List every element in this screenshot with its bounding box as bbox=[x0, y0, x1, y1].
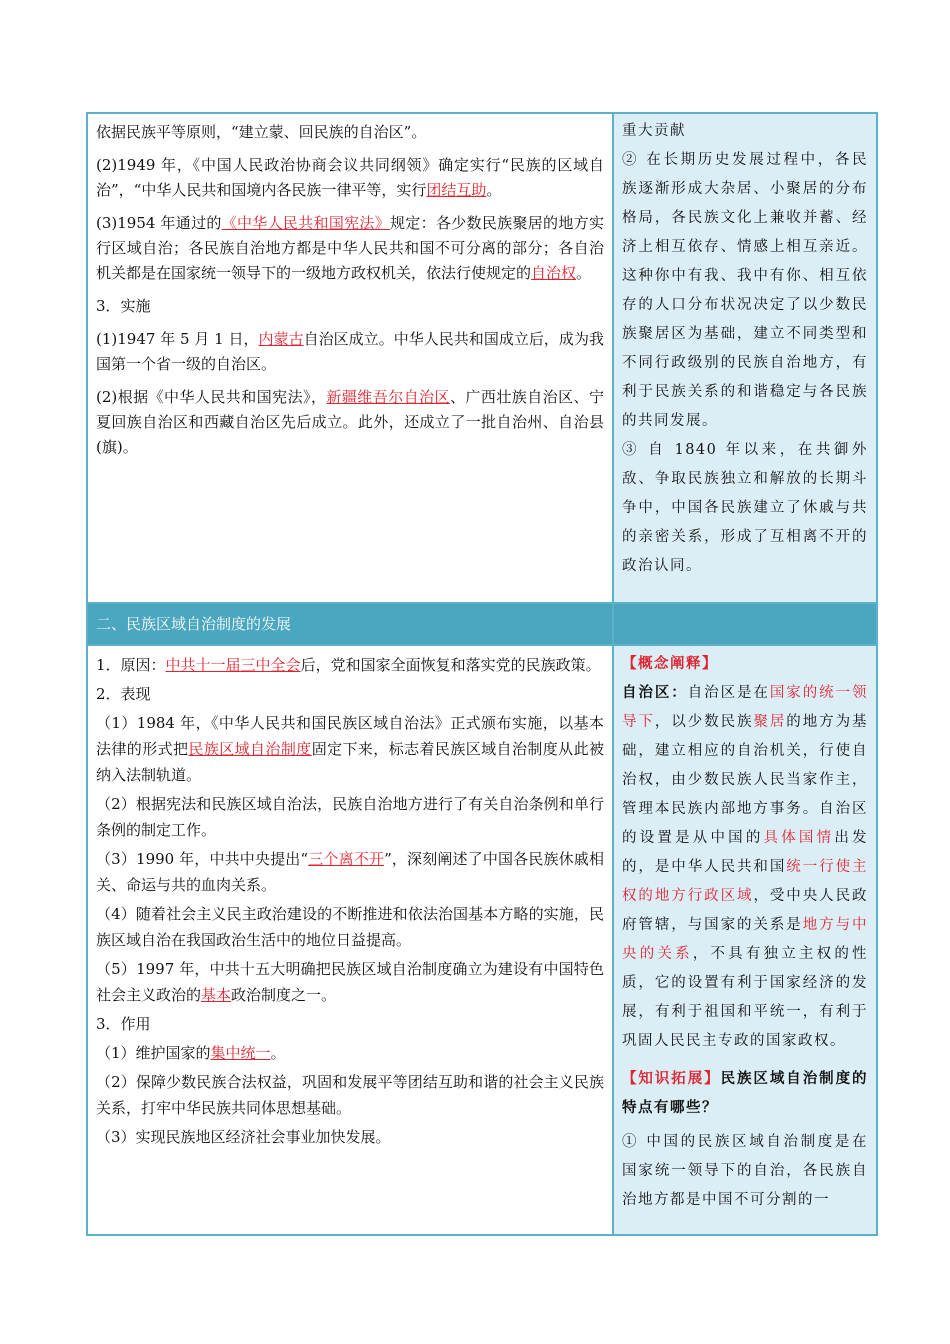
text: ”，深刻阐述了中国各民族休戚相关、命运与共的血肉关系。 bbox=[96, 850, 604, 894]
paragraph-regions bbox=[96, 385, 604, 460]
paragraph-1949 bbox=[96, 153, 604, 203]
keyword-underline: 基本 bbox=[201, 986, 232, 1004]
keyword-underline: 中共十一届三中全会 bbox=[165, 656, 301, 674]
question: 民族区域自治制度的特点有哪些？ bbox=[622, 1070, 869, 1116]
text: （4）随着社会主义民主政治建设的不断推进和依法治国基本方略的实施，民族区域自治在我国政治生活中的地位日益提高。 bbox=[96, 905, 604, 949]
paragraph-cause bbox=[96, 652, 604, 678]
text: 的地方为基础，建立相应的自治机关，行使自治权，由少数民族人民当家作主，管理本民族内部地方事务。自治区的设置是从中国的 bbox=[622, 714, 869, 846]
paragraph-principle bbox=[96, 120, 604, 145]
side-item-3: ③ 自 1840 年以来，在共御外敌、争取民族独立和解放的长期斗争中，中国各民族建立了休戚与共的亲密关系，形成了互相离不开的政治认同。 bbox=[622, 442, 868, 574]
main-cell-section1 bbox=[88, 114, 614, 602]
section-header-row bbox=[86, 602, 878, 644]
text: 固定下来，标志着民族区域自治制度从此被纳入法制轨道。 bbox=[96, 740, 604, 784]
table-row-section1 bbox=[86, 112, 878, 602]
paragraph-1947 bbox=[96, 327, 604, 377]
text: 后，党和国家全面恢复和落实党的民族政策。 bbox=[300, 656, 601, 674]
keyword-underline: 新疆维吾尔自治区 bbox=[326, 388, 450, 406]
text: ，不具有独立主权的性质，它的设置有利于国家经济的发展，有利于祖国和平统一，有利于巩固人民民主专政的国家政权。 bbox=[622, 946, 869, 1049]
text: （5）1997 年，中共十五大明确把民族区域自治制度确立为建设有中国特色社会主义政治的 bbox=[96, 960, 604, 1004]
keyword-red: 统一行使主权的地方行政区域 bbox=[622, 859, 869, 904]
table-row-section2 bbox=[86, 644, 878, 1236]
text: （2）保障少数民族合法权益，巩固和发展平等团结互助和谐的社会主义民族关系，打牢中华民族共同体思想基础。 bbox=[96, 1073, 604, 1117]
text: (2)根据《中华人民共和国宪法》， bbox=[96, 388, 327, 406]
text: 自治区成立。中华人民共和国成立后，成为我国第一个省一级的自治区。 bbox=[96, 330, 604, 373]
text: 。 bbox=[576, 264, 592, 282]
text: （1）维护国家的 bbox=[96, 1044, 211, 1062]
keyword-underline: 自治权 bbox=[531, 264, 577, 282]
term: 自治区： bbox=[622, 684, 688, 701]
knowledge-item-1: ① 中国的民族区域自治制度是在国家统一领导下的自治，各民族自治地方都是中国不可分割的一 bbox=[622, 1134, 868, 1208]
heading-function bbox=[96, 1011, 604, 1037]
text: （2）根据宪法和民族区域自治法，民族自治地方进行了有关自治条例和单行条例的制定工作。 bbox=[96, 795, 604, 839]
paragraph-1997 bbox=[96, 956, 604, 1008]
keyword-red: 国家的统一领导下 bbox=[622, 685, 869, 730]
keyword-red: 地方与中央的关系 bbox=[622, 917, 869, 962]
keyword-underline: 集中统一 bbox=[210, 1044, 271, 1062]
side-item-2: ② 在长期历史发展过程中，各民族逐渐形成大杂居、小聚居的分布格局，各民族文化上兼收并蓄、经济上相互依存、情感上相互亲近。这种你中有我、我中有你、相互依存的人口分布状况决定了以少数民族聚居区为基础，建立不同类型和不同行政级别的民族自治地方，有利于民族关系的和谐稳定与各民族的共同发展。 bbox=[622, 152, 868, 429]
keyword-underline: 内蒙古 bbox=[258, 330, 304, 348]
keyword-underline: 民族区域自治制度 bbox=[188, 740, 312, 758]
text: ，受中央人民政府管辖，与国家的关系是 bbox=[622, 888, 869, 933]
concept-definition bbox=[622, 678, 868, 1056]
text: 【概念阐释】 bbox=[622, 655, 718, 672]
text: 政治制度之一。 bbox=[231, 986, 337, 1004]
text: 2．表现 bbox=[96, 685, 151, 703]
paragraph-rights bbox=[96, 1069, 604, 1121]
paragraph-rule-of-law bbox=[96, 901, 604, 953]
keyword-red: 具体国情 bbox=[763, 830, 835, 846]
text: (2)1949 年，《中国人民政治协商会议共同纲领》确定实行“民族的区域自治”，“中华人民共和国境内各民族一律平等，实行 bbox=[96, 156, 604, 199]
keyword-underline: 团结互助 bbox=[426, 181, 487, 199]
text: 规定：各少数民族聚居的地方实行区域自治；各民族自治地方都是中华人民共和国不可分离的部分；各自治机关都是在国家统一领导下的一级地方政权机关，依法行使规定的 bbox=[96, 214, 604, 282]
text: （3）1990 年，中共中央提出“ bbox=[96, 850, 309, 868]
heading-manifestation bbox=[96, 681, 604, 707]
section-header-title: 二、民族区域自治制度的发展 bbox=[88, 604, 614, 644]
text: (1)1947 年 5 月 1 日， bbox=[96, 330, 259, 348]
text: 。 bbox=[486, 181, 502, 199]
paragraph-1954 bbox=[96, 211, 604, 286]
side-cell-concepts bbox=[614, 646, 876, 1234]
text: 1．原因： bbox=[96, 656, 166, 674]
text: 3．实施 bbox=[96, 297, 151, 315]
heading-implementation bbox=[96, 294, 604, 319]
side-title: 重大贡献 bbox=[622, 123, 686, 139]
text: 、广西壮族自治区、宁夏回族自治区和西藏自治区先后成立。此外，还成立了一批自治州、自治县(旗)。 bbox=[96, 388, 604, 456]
paragraph-development bbox=[96, 1124, 604, 1150]
text: 依据民族平等原则，“建立蒙、回民族的自治区”。 bbox=[96, 123, 427, 141]
knowledge-tag bbox=[622, 1064, 868, 1122]
text: (3)1954 年通过的 bbox=[96, 214, 222, 232]
text: 3．作用 bbox=[96, 1015, 151, 1033]
keyword-underline: 《中华人民共和国宪法》 bbox=[221, 214, 391, 232]
content-table bbox=[86, 112, 878, 1236]
keyword-underline: 三个离不开 bbox=[308, 850, 385, 868]
text: 。 bbox=[270, 1044, 286, 1062]
paragraph-1984 bbox=[96, 710, 604, 788]
main-cell-section2 bbox=[88, 646, 614, 1234]
text: （1）1984 年，《中华人民共和国民族区域自治法》正式颁布实施，以基本法律的形式把 bbox=[96, 714, 604, 758]
paragraph-unity bbox=[96, 1040, 604, 1066]
side-cell-contributions bbox=[614, 114, 876, 602]
text: ，以少数民族 bbox=[654, 714, 754, 730]
text: 【知识拓展】 bbox=[622, 1070, 721, 1087]
text: （3）实现民族地区经济社会事业加快发展。 bbox=[96, 1128, 391, 1146]
concept-tag bbox=[622, 649, 868, 678]
keyword-red: 聚居 bbox=[753, 714, 787, 730]
paragraph-1990 bbox=[96, 846, 604, 898]
text: 自治区是在 bbox=[687, 685, 770, 701]
section-header-blank bbox=[614, 604, 876, 644]
paragraph-regulations bbox=[96, 791, 604, 843]
text: 出发的，是中华人民共和国 bbox=[622, 830, 869, 875]
